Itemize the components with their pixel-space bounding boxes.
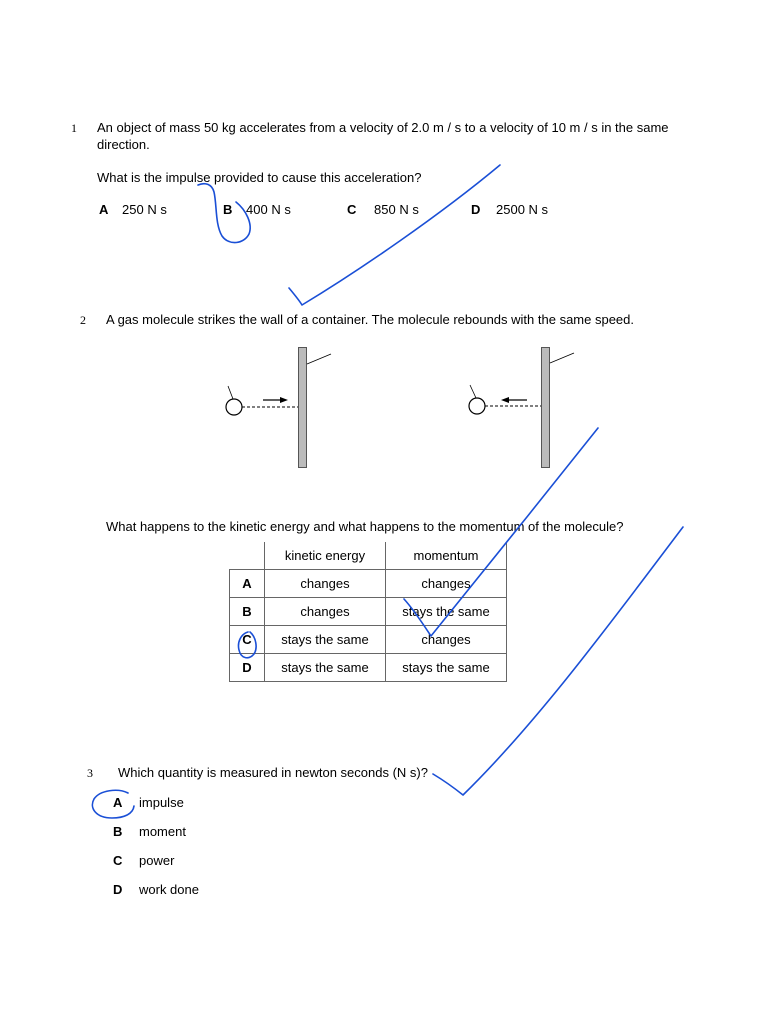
q3-option-d[interactable] (113, 881, 199, 898)
q1-option-c-letter: C (347, 202, 357, 217)
q1-option-b-letter: B (223, 202, 233, 217)
q3-option-b[interactable] (113, 823, 186, 840)
q3-option-c[interactable] (113, 852, 174, 869)
row-ke: stays the same (265, 654, 386, 682)
question-2-stem: A gas molecule strikes the wall of a container. The molecule rebounds with the same speed. (106, 312, 634, 327)
question-1-stem-line1: An object of mass 50 kg accelerates from a velocity of 2.0 m / s to a velocity of 10 m / s in the same (97, 120, 669, 135)
question-3-prompt: Which quantity is measured in newton seconds (N s)? (118, 765, 428, 780)
table-row[interactable] (230, 598, 507, 626)
row-momentum: changes (386, 570, 507, 598)
question-3-number: 3 (87, 766, 93, 780)
question-2-prompt: What happens to the kinetic energy and what happens to the momentum of the molecule? (106, 519, 624, 534)
question-1-prompt: What is the impulse provided to cause this acceleration? (97, 170, 422, 185)
row-momentum: stays the same (386, 654, 507, 682)
q3-option-a[interactable] (113, 794, 184, 811)
q1-option-d-letter: D (471, 202, 481, 217)
molecule-rebound-icon (469, 398, 485, 414)
q3-option-b-letter: B (113, 824, 123, 839)
q3-option-c-letter: C (113, 853, 123, 868)
q1-option-a-letter: A (99, 202, 109, 217)
table-header-empty (230, 542, 265, 570)
question-1-stem-line2: direction. (97, 137, 150, 152)
ke-momentum-table (229, 542, 507, 682)
row-momentum: changes (386, 626, 507, 654)
row-momentum: stays the same (386, 598, 507, 626)
row-letter: B (230, 598, 265, 626)
q1-option-c-text: 850 N s (374, 202, 419, 217)
question-1-number: 1 (71, 121, 77, 135)
row-ke: stays the same (265, 626, 386, 654)
q1-option-b-text: 400 N s (246, 202, 291, 217)
q3-option-d-text: work done (139, 882, 199, 897)
q1-option-d-text: 2500 N s (496, 202, 549, 217)
q3-option-a-text: impulse (139, 795, 184, 810)
row-letter: C (230, 626, 265, 654)
q3-option-c-text: power (139, 853, 175, 868)
q1-option-a-text: 250 N s (122, 202, 167, 217)
row-letter: D (230, 654, 265, 682)
table-row[interactable] (230, 626, 507, 654)
table-row[interactable] (230, 654, 507, 682)
q3-option-d-letter: D (113, 882, 123, 897)
table-header-momentum: momentum (386, 542, 507, 570)
row-letter: A (230, 570, 265, 598)
molecule-icon (226, 399, 242, 415)
row-ke: changes (265, 598, 386, 626)
table-header-ke: kinetic energy (265, 542, 386, 570)
table-header-row (230, 542, 507, 570)
table-row[interactable] (230, 570, 507, 598)
row-ke: changes (265, 570, 386, 598)
q3-option-a-letter: A (113, 795, 123, 810)
question-2-number: 2 (80, 313, 86, 327)
q3-option-b-text: moment (139, 824, 186, 839)
